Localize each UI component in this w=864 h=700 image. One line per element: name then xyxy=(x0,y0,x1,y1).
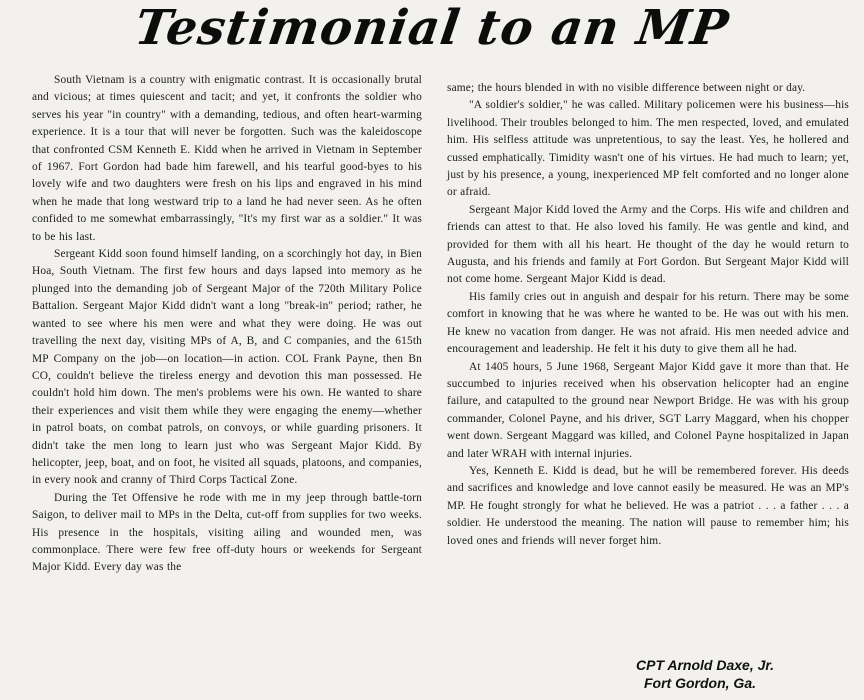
author-location: Fort Gordon, Ga. xyxy=(644,675,756,691)
author-name: CPT Arnold Daxe, Jr. xyxy=(636,657,774,673)
author-signature xyxy=(636,656,774,692)
paragraph: Sergeant Major Kidd loved the Army and the Corps. His wife and children and friends can attest to that. He also loved his family. He was gentle and kind, and provided for them with all his heart. He thought of the day he would return to Augusta, and his friends and family at Fort Gordon. But Sergeant Major Kidd will not come home. Sergeant Major Kidd is dead. xyxy=(447,203,849,286)
paragraph: His family cries out in anguish and despair for his return. There may be some comfort in knowing that he was where he wanted to be. He was out with his men. He knew no vacation from danger. He was not afraid. His men needed advice and encouragement and leadership. He felt it his duty to give them all he had. xyxy=(447,290,849,356)
paragraph: During the Tet Offensive he rode with me in my jeep through battle-torn Saigon, to deliver mail to MPs in the Delta, cut-off from supplies for two weeks. His presence in the hospitals, visiting ailing and wounded men, was commonplace. There were few free off-duty hours or weekends for Sergeant Major Kidd. Every day was the xyxy=(32,491,422,574)
paragraph: "A soldier's soldier," he was called. Military policemen were his business—his livelihood. Their troubles belonged to him. The men respected, loved, and emulated him. His selfless attitude was unpretentious, to say the least. Yes, he hollered and cussed emphatically. Timidity wasn't one of his virtues. He had much to learn; yet, just by his presence, a young, inexperienced MP felt comforted and no longer alone or afraid. xyxy=(447,99,849,199)
article-title: Testimonial to an MP xyxy=(131,0,733,56)
paragraph-continuation: same; the hours blended in with no visible difference between night or day. xyxy=(447,82,806,94)
paragraph: South Vietnam is a country with enigmatic contrast. It is occasionally brutal and vicious; at times quiescent and tacit; and yet, it confronts the soldier who serves his year "in country" with a demanding, tedious, and often heart-warming experience. It is a tour that will never be forgotten. Such was the kaleidoscope that confronted CSM Kenneth E. Kidd when he arrived in Vietnam in September of 1967. Fort Gordon had bade him farewell, and his tearful good-byes to his lovely wife and two daughters were fresh on his lips and engraved in his mind when he made that long westward trip to a land he had never seen. As he often confided to me somewhat embarrassingly, "It's my first war as a soldier." It was to be his last. xyxy=(32,74,422,243)
paragraph: Yes, Kenneth E. Kidd is dead, but he will be remembered forever. His deeds and sacrifices and knowledge and love cannot easily be measured. He was an MP's MP. He fought strongly for what he believed. He was a patriot . . . a father . . . a soldier. He understood the meaning. The nation will pause to remember him; his loved ones and friends will never forget him. xyxy=(447,464,849,547)
paragraph: Sergeant Kidd soon found himself landing, on a scorchingly hot day, in Bien Hoa, South Vietnam. The first few hours and days lapsed into memory as he plunged into the demanding job of Sergeant Major of the 720th Military Police Battalion. Sergeant Major Kidd didn't want a long "break-in" period; rather, he wanted to see where his men were and what they were doing. He was out travelling the next day, visiting MPs of A, B, and C companies, and the 615th MP Company on the job—on location—in action. COL Frank Payne, then Bn CO, couldn't believe the tireless energy and devotion this man possessed. He couldn't hold him down. The men's problems were his own. He wanted to share their experiences and visit them while they were engaging the enemy—whether in patrol boats, on combat patrols, on convoys, or while guarding prisoners. It didn't take the men long to learn just who was Sergeant Major Kidd. By helicopter, jeep, boat, and on foot, he visited all squads, platoons, and companies, in every nook and cranny of Third Corps Tactical Zone. xyxy=(32,248,422,487)
left-column xyxy=(32,72,422,577)
paragraph: At 1405 hours, 5 June 1968, Sergeant Major Kidd gave it more than that. He succumbed to injuries received when his observation helicopter had an engine failure, and catapulted to the ground near Newport Bridge. He was with his group commander, Colonel Payne, and his driver, SGT Larry Maggard, when his chopper went down. Sergeant Maggard was killed, and Colonel Payne hospitalized in Japan and later WRAH with internal injuries. xyxy=(447,360,849,460)
right-column xyxy=(447,80,849,550)
